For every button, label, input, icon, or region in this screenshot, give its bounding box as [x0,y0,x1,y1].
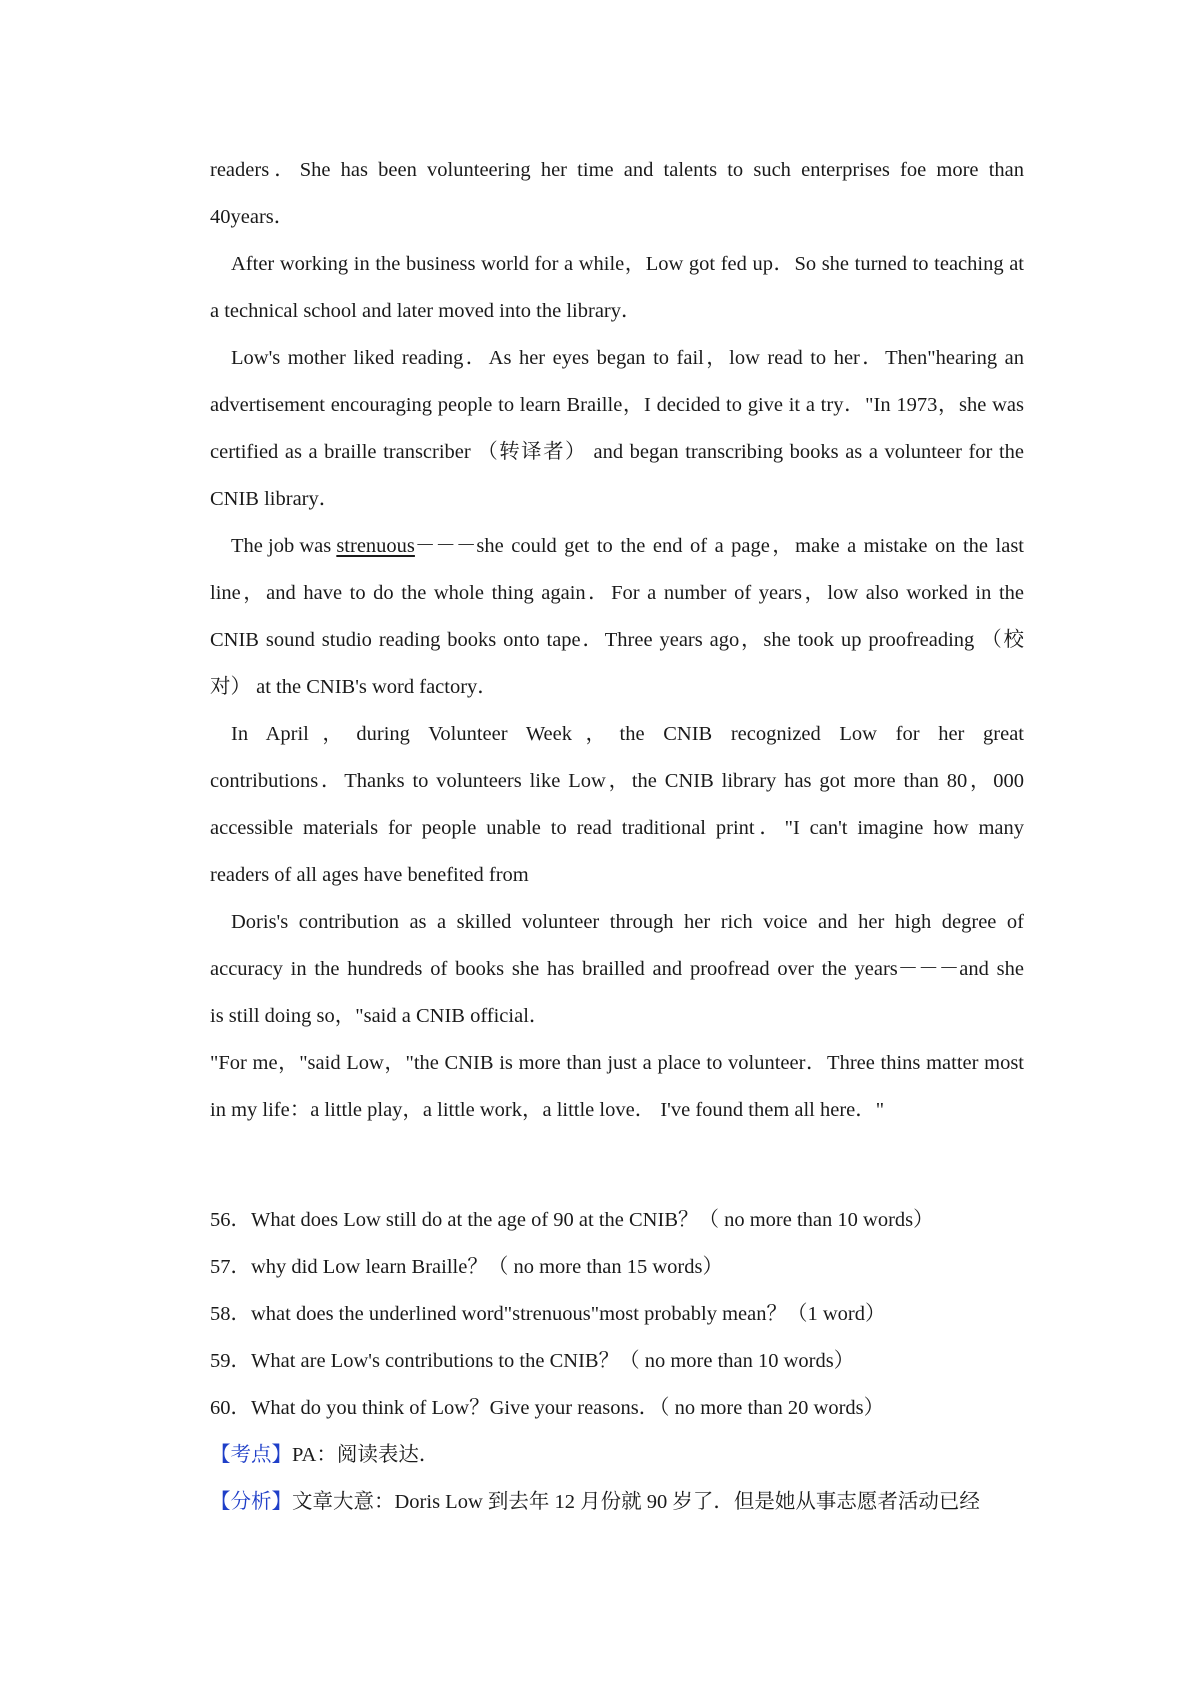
kaodian-line [210,1441,1024,1469]
strenuous-suffix: －－－she could get to the end of a page，make a mistake on the last [414,535,1024,557]
passage-line-17: Doris's contribution as a skilled volunteer through her rich voice and her high degree of [231,911,1024,933]
underlined-word-strenuous: strenuous [336,535,415,557]
passage-line-3: After working in the business world for a while，Low got fed up．So she turned to teaching at [231,253,1024,275]
passage-line-7: certified as a braille transcriber （转译者） and began transcribing books as a volunteer for the [210,441,1024,463]
question-60: 60．What do you think of Low？Give your reasons．（ no more than 20 words） [210,1397,885,1419]
passage-line-1: readers．She has been volunteering her time and talents to such enterprises foe more than [210,159,1024,181]
question-57: 57．why did Low learn Braille？（ no more than 15 words） [210,1256,723,1278]
strenuous-prefix: The job was [231,535,337,557]
passage-line-4: a technical school and later moved into the library． [210,300,642,322]
passage-line-21: in my life：a little play，a little work，a little love． I've found them all here．" [210,1099,885,1121]
passage-line-9 [231,532,1024,560]
fenxi-line [210,1488,1024,1516]
passage-line-5: Low's mother liked reading．As her eyes began to fail，low read to her．Then"hearing an [231,347,1024,369]
kaodian-tag: 【考点】 [210,1444,292,1466]
fenxi-text: 文章大意：Doris Low 到去年 12 月份就 90 岁了．但是她从事志愿者活动已经 [292,1491,980,1513]
question-59: 59．What are Low's contributions to the CNIB？（ no more than 10 words） [210,1350,855,1372]
passage-line-16: readers of all ages have benefited from [210,864,529,886]
passage-line-12: 对） at the CNIB's word factory． [210,676,498,698]
passage-line-15: accessible materials for people unable to read traditional print．"I can't imagine how many [210,817,1024,839]
passage-line-6: advertisement encouraging people to learn Braille，I decided to give it a try．"In 1973，she was [210,394,1024,416]
passage-line-8: CNIB library． [210,488,340,510]
passage-line-20: "For me，"said Low，"the CNIB is more than just a place to volunteer．Three thins matter most [210,1052,1024,1074]
passage-line-10: line，and have to do the whole thing again．For a number of years，low also worked in the [210,582,1024,604]
passage-line-14: contributions．Thanks to volunteers like Low，the CNIB library has got more than 80，000 [210,770,1024,792]
passage-line-13: In April，during Volunteer Week，the CNIB recognized Low for her great [231,723,1024,745]
question-56: 56．What does Low still do at the age of 90 at the CNIB？（ no more than 10 words） [210,1209,934,1231]
question-58: 58．what does the underlined word"strenuous"most probably mean？（1 word） [210,1303,886,1325]
passage-line-2: 40years． [210,206,295,228]
passage-line-19: is still doing so，"said a CNIB official． [210,1005,550,1027]
fenxi-tag: 【分析】 [210,1491,292,1513]
kaodian-text: PA：阅读表达． [292,1444,440,1466]
passage-line-18: accuracy in the hundreds of books she has brailled and proofread over the years－－－and she [210,958,1024,980]
passage-line-11: CNIB sound studio reading books onto tape．Three years ago，she took up proofreading （校 [210,629,1024,651]
